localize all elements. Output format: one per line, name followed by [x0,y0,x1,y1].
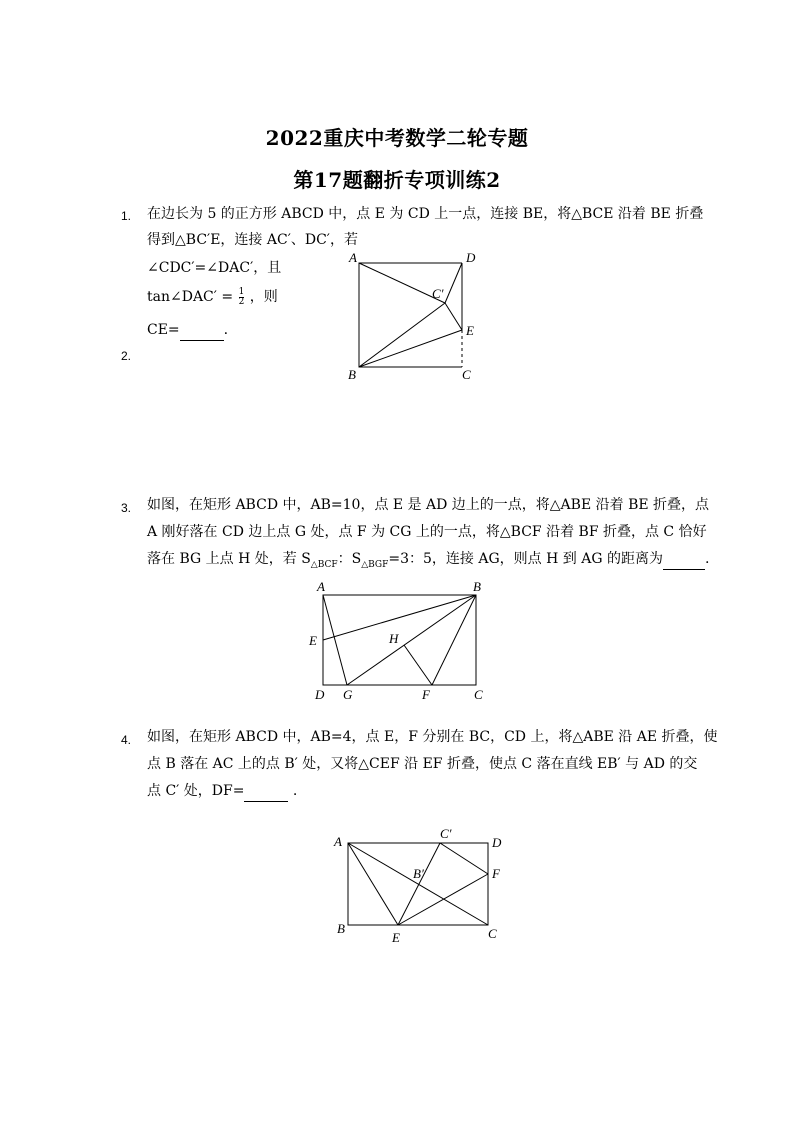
area-text-1: 落在 BG 上点 H 处，若 S [147,551,311,567]
label-F: F [422,687,430,702]
label-C: C [462,367,471,382]
problem-number: 1. [121,209,132,223]
label-A: A [317,579,325,594]
label-E: E [392,930,400,945]
tan-suffix: ，则 [249,289,278,305]
subscript-bgf: △BGF [361,559,389,570]
label-D: D [492,835,502,850]
answer-prefix: 点 C′ 处，DF= [147,783,245,799]
label-C-prime: C′ [432,286,444,301]
label-A: A [349,250,357,265]
fraction-denominator: 2 [238,296,245,307]
label-G: G [343,687,353,702]
subscript-bcf: △BCF [310,559,338,570]
label-H: H [389,631,399,646]
tan-expression: tan∠DAC′ = [147,289,234,305]
label-B: B [348,367,356,382]
label-C-prime: C′ [440,826,452,841]
problem-number: 2. [121,349,132,363]
document-subtitle: 第17题翻折专项训练2 [293,168,501,192]
problem-1-line-2: 得到△BC′E，连接 AC′、DC′，若 [147,232,358,248]
label-B-prime: B′ [413,866,424,881]
label-E: E [309,633,317,648]
label-B: B [337,921,345,936]
label-F: F [492,866,500,881]
answer-end: . [704,551,710,567]
problem-1-line-1: 在边长为 5 的正方形 ABCD 中，点 E 为 CD 上一点，连接 BE，将△BCE 沿着 BE 折叠 [147,206,704,222]
label-A: A [334,834,342,849]
problem-1-line-3: ∠CDC′=∠DAC′，且 [147,260,282,276]
label-E: E [466,323,474,338]
label-B: B [473,579,481,594]
problem-number: 4. [121,733,132,747]
problem-number: 3. [121,501,132,515]
label-C: C [474,687,483,702]
label-D: D [466,250,476,265]
label-D: D [315,687,325,702]
area-text-2: ：S [337,551,362,567]
problem-4-line-2: 点 B 落在 AC 上的点 B′ 处，又将△CEF 沿 EF 折叠，使点 C 落在直线 EB′ 与 AD 的交 [147,756,698,772]
answer-end: . [223,322,229,338]
area-text-3: =3：5，连接 AG，则点 H 到 AG 的距离为 [388,551,663,567]
answer-prefix: CE= [147,322,180,338]
problem-3-line-1: 如图，在矩形 ABCD 中，AB=10，点 E 是 AD 边上的一点，将△ABE 沿着 BE 折叠，点 [147,497,710,513]
fraction-numerator: 1 [238,286,245,297]
problem-4-line-1: 如图，在矩形 ABCD 中，AB=4，点 E，F 分别在 BC，CD 上，将△ABE 沿 AE 折叠，使 [147,729,718,745]
answer-end: . [292,783,298,799]
label-C: C [488,926,497,941]
document-title: 2022重庆中考数学二轮专题 [265,126,529,150]
problem-3-line-2: A 刚好落在 CD 边上点 G 处，点 F 为 CG 上的一点，将△BCF 沿着 BF 折叠，点 C 恰好 [147,524,707,540]
